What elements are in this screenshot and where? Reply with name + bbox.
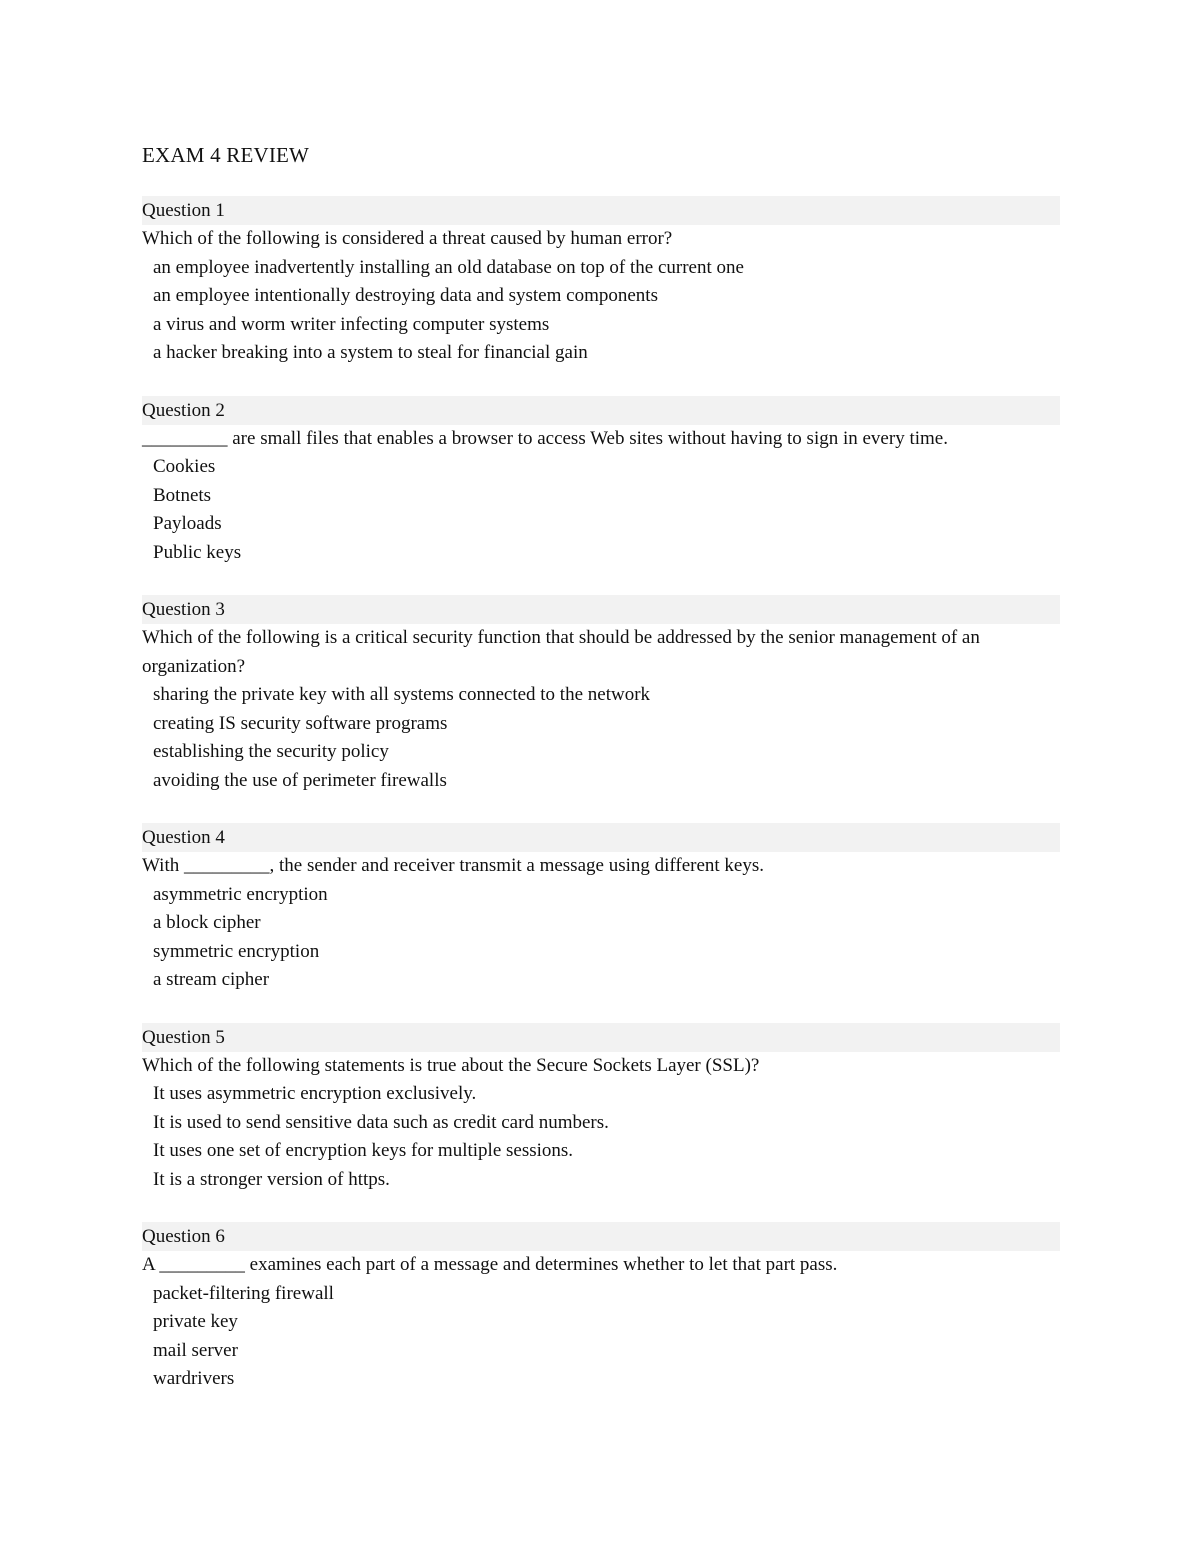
answer-options [142,453,1060,567]
answer-options [142,681,1060,795]
question-2 [142,396,1060,568]
question-4 [142,823,1060,995]
question-header: Question 4 [142,823,1060,852]
answer-options [142,1080,1060,1194]
question-3 [142,595,1060,795]
answer-option: wardrivers [153,1368,235,1389]
answer-option: sharing the private key with all systems connected to the network [153,684,651,705]
answer-options [142,881,1060,995]
answer-option: It is used to send sensitive data such as credit card numbers. [153,1111,609,1133]
question-header: Question 3 [142,595,1060,624]
question-text: _________ are small files that enables a browser to access Web sites without having to sign in every time. [142,427,948,449]
question-header: Question 5 [142,1023,1060,1052]
question-header: Question 1 [142,196,1060,225]
answer-option: a hacker breaking into a system to steal for financial gain [153,342,588,363]
answer-option: asymmetric encryption [153,883,328,905]
answer-option: a virus and worm writer infecting computer systems [153,313,550,335]
question-header: Question 2 [142,396,1060,425]
answer-option: symmetric encryption [153,940,320,962]
question-6 [142,1222,1060,1394]
answer-options [142,1280,1060,1394]
answer-option: Payloads [153,513,222,534]
answer-option: private key [153,1311,238,1332]
document-title: EXAM 4 REVIEW [142,143,310,167]
answer-option: a stream cipher [153,969,270,990]
answer-option: an employee intentionally destroying data and system components [153,285,658,306]
question-5 [142,1023,1060,1195]
document-page [142,140,1060,1422]
answer-options [142,254,1060,368]
answer-option: Cookies [153,456,216,477]
question-text: With _________, the sender and receiver transmit a message using different keys. [142,855,765,876]
answer-option: establishing the security policy [153,741,389,762]
answer-option: It is a stronger version of https. [153,1168,390,1190]
question-header: Question 6 [142,1222,1060,1251]
answer-option: a block cipher [153,912,261,933]
answer-option: Botnets [153,484,212,506]
answer-option: It uses asymmetric encryption exclusively. [153,1083,477,1104]
question-1 [142,196,1060,368]
answer-option: Public keys [153,541,242,563]
answer-option: avoiding the use of perimeter firewalls [153,769,447,791]
question-text: A _________ examines each part of a message and determines whether to let that part pass. [142,1254,838,1275]
question-text: Which of the following is a critical security function that should be addressed by the senior management of an organization? [142,627,980,677]
question-text: Which of the following is considered a threat caused by human error? [142,228,673,249]
answer-option: It uses one set of encryption keys for multiple sessions. [153,1140,574,1161]
answer-option: mail server [153,1339,238,1361]
question-text: Which of the following statements is true about the Secure Sockets Layer (SSL)? [142,1054,760,1076]
answer-option: packet-filtering firewall [153,1282,334,1304]
answer-option: creating IS security software programs [153,712,448,734]
answer-option: an employee inadvertently installing an old database on top of the current one [153,256,744,278]
